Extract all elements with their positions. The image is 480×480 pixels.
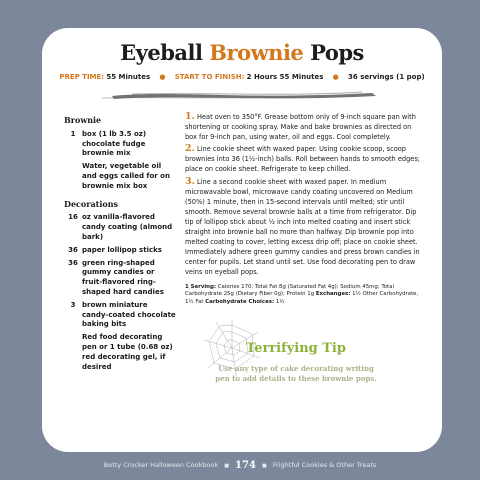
ingredient-item: [64, 333, 176, 372]
step-number: 2.: [185, 143, 195, 155]
footer-chapter: Frightful Cookies & Other Treats: [272, 461, 377, 469]
ingredient-text: brown miniature candy-coated chocolate baking bits: [82, 300, 176, 329]
ingredient-text: box (1 lb 3.5 oz) chocolate fudge brownie mix: [82, 129, 147, 158]
title-part-3: Pops: [310, 40, 364, 65]
ingredient-qty: 1: [70, 129, 76, 138]
directions-column: [185, 112, 421, 306]
step-text: Line cookie sheet with waxed paper. Using cookie scoop, scoop brownies into 36 (1½-inch) balls. Roll between hands to smooth edges; place on cookie sheet. Refrigerate to keep chilled.: [185, 145, 420, 174]
start-to-finish-value: 2 Hours 55 Minutes: [246, 73, 324, 81]
serving-text: Calories 170; Total Fat 8g (Saturated Fat 4g); Sodium 45mg; Total Carbohydrate 25g (Dietary Fiber 0g); Protein 1g: [185, 283, 394, 298]
ingredient-item: [64, 162, 176, 191]
ingredient-text: paper lollipop sticks: [82, 245, 162, 254]
step-text: Heat oven to 350°F. Grease bottom only of 9-inch square pan with shortening or cooking spray. Make and bake brownies as directed on box for 9-inch pan, using water, oil and eggs. Cool completely.: [185, 113, 416, 142]
ingredients-column: [64, 116, 176, 375]
ingredient-qty: [64, 333, 82, 372]
serving-label: 1 Serving:: [185, 283, 217, 290]
meta-separator-2: ●: [332, 73, 339, 81]
ingredient-item: [64, 246, 176, 256]
ingredient-item: [64, 259, 176, 298]
title-part-1: Eyeball: [120, 40, 203, 65]
ingredient-item: [64, 130, 176, 159]
nutrition-info: [185, 284, 421, 307]
ingredient-item: [64, 301, 176, 330]
step-number: 3.: [185, 175, 195, 187]
footer-separator-1: ■: [224, 463, 229, 469]
exchanges-label: Exchanges:: [315, 291, 351, 298]
brush-stroke-divider: [42, 86, 442, 104]
ingredient-qty: 16: [68, 213, 78, 222]
step-text: Line a second cookie sheet with waxed paper. In medium microwavable bowl, microwave candy coating uncovered on Medium (50%) 1 minute, then in 15-second intervals until melted; stir until smooth. Remove several brownie balls at a time from refrigerator. Dip tip of lollipop stick about ½ inch into melted coating and insert stick straight into brownie ball no more than halfway. Dip brownie pop into melted coating to cover, letting excess drip off; place on cookie sheet. Immediately adhere green gummy candies and press brown candies in center for pupils. Let stand until set. Use food decorating pen to draw veins on eyeball pops.: [185, 177, 420, 277]
carb-choices-label: Carbohydrate Choices:: [205, 298, 275, 305]
ingredient-text: Water, vegetable oil and eggs called for on brownie mix box: [82, 162, 170, 190]
ingredient-qty: [64, 162, 82, 191]
exchanges-text: 1½ Other Carbohydrate, 1½ Fat: [185, 291, 419, 305]
recipe-card: [42, 28, 442, 452]
page-title: [42, 40, 442, 65]
footer-book-title: Betty Crocker Halloween Cookbook: [103, 461, 219, 469]
ingredient-qty: 3: [70, 300, 76, 309]
direction-step: [185, 144, 421, 174]
ingredient-item: [64, 213, 176, 242]
recipe-meta: [42, 73, 442, 81]
page-footer: [0, 460, 480, 471]
ingredient-text: Red food decorating pen or 1 tube (0.68 oz) red decorating gel, if desired: [82, 333, 173, 371]
footer-separator-2: ■: [262, 463, 267, 469]
direction-step: [185, 112, 421, 142]
carb-choices-text: 1½: [275, 298, 285, 305]
meta-separator-1: ●: [159, 73, 166, 81]
tip-text: Use any type of cake decorating writing pen to add details to these brownie pops.: [215, 364, 377, 383]
prep-time-label: PREP TIME:: [59, 73, 105, 81]
brownie-heading: Brownie: [64, 115, 102, 125]
ingredient-text: green ring-shaped gummy candies or fruit-flavored ring-shaped hard candies: [82, 258, 164, 296]
page-number: 174: [235, 460, 256, 471]
step-number: 1.: [185, 111, 195, 122]
prep-time-value: 55 Minutes: [106, 73, 151, 81]
decorations-heading: Decorations: [64, 198, 119, 209]
ingredient-qty: 36: [68, 258, 78, 267]
tip-title: Terrifying Tip: [246, 341, 346, 356]
direction-step: [185, 177, 421, 278]
title-part-2: Brownie: [209, 40, 304, 65]
ingredient-text: oz vanilla-flavored candy coating (almond bark): [82, 213, 173, 241]
start-to-finish-label: START TO FINISH:: [174, 73, 245, 81]
ingredient-qty: 36: [68, 245, 78, 254]
servings-value: 36 servings (1 pop): [348, 73, 425, 81]
